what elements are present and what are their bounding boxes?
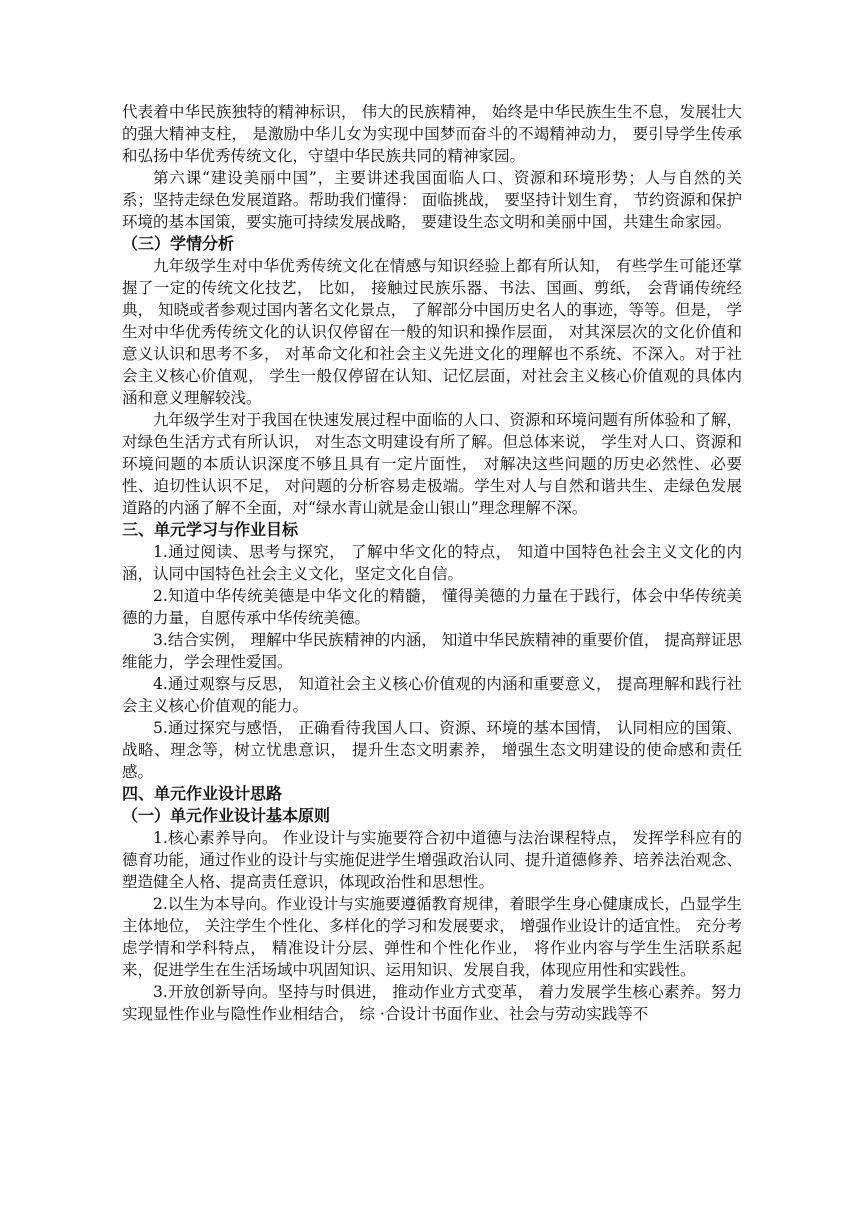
subsection-heading-basic-principles: （一）单元作业设计基本原则 — [122, 806, 331, 825]
section-heading-design-ideas: 四、单元作业设计思路 — [122, 784, 283, 803]
goal-item-4: 4.通过观察与反思， 知道社会主义核心价值观的内涵和重要意义， 提高理解和践行社会主义核心价值观的能力。 — [122, 675, 742, 715]
goal-item-3: 3.结合实例， 理解中华民族精神的内涵， 知道中华民族精神的重要价值， 提高辩证思维能力，学会理性爱国。 — [122, 631, 742, 671]
principle-item-3: 3.开放创新导向。坚持与时俱进， 推动作业方式变革， 着力发展学生核心素养。努力实现显性作业与隐性作业相结合， 综 ·合设计书面作业、社会与劳动实践等不 — [122, 983, 742, 1023]
goal-item-1: 1.通过阅读、思考与探究， 了解中华文化的特点， 知道中国特色社会主义文化的内涵，认同中国特色社会主义文化，坚定文化自信。 — [122, 543, 742, 583]
document-page — [122, 101, 742, 1025]
section-heading-student-analysis: （三）学情分析 — [122, 234, 235, 253]
paragraph-intro-continuation: 代表着中华民族独特的精神标识， 伟大的民族精神， 始终是中华民族生生不息，发展壮大的强大精神支柱， 是激励中华儿女为实现中国梦而奋斗的不竭精神动力， 要引导学生传承和弘扬中华优秀传统文化，守望中华民族共同的精神家园。 — [122, 103, 742, 165]
goal-item-2: 2.知道中华传统美德是中华文化的精髓， 懂得美德的力量在于践行，体会中华传统美德的力量，自愿传承中华传统美德。 — [122, 587, 742, 627]
section-heading-unit-goals: 三、单元学习与作业目标 — [122, 520, 299, 539]
principle-item-2: 2.以生为本导向。作业设计与实施要遵循教育规律，着眼学生身心健康成长，凸显学生主体地位， 关注学生个性化、多样化的学习和发展要求， 增强作业设计的适宜性。 充分考虑学情和学科特点， 精准设计分层、弹性和个性化作业， 将作业内容与学生生活联系起来，促进学生在生活场域中巩固知识、运用知识、发展自我，体现应用性和实践性。 — [122, 895, 742, 979]
paragraph-student-analysis-environment: 九年级学生对于我国在快速发展过程中面临的人口、资源和环境问题有所体验和了解， 对绿色生活方式有所认识， 对生态文明建设有所了解。但总体来说， 学生对人口、资源和环境问题的本质认识深度不够且具有一定片面性， 对解决这些问题的历史必然性、必要性、迫切性认识不足， 对问题的分析容易走极端。学生对人与自然和谐共生、走绿色发展道路的内涵了解不全面，对“绿水青山就是金山银山”理念理解不深。 — [122, 411, 743, 517]
paragraph-student-analysis-culture: 九年级学生对中华优秀传统文化在情感与知识经验上都有所认知， 有些学生可能还掌握了一定的传统文化技艺， 比如， 接触过民族乐器、书法、国画、剪纸， 会背诵传统经典， 知晓或者参观过国内著名文化景点， 了解部分中国历史名人的事迹，等等。但是， 学生对中华优秀传统文化的认识仅停留在一般的知识和操作层面， 对其深层次的文化价值和意义认识和思考不多， 对革命文化和社会主义先进文化的理解也不系统、不深入。对于社会主义核心价值观， 学生一般仅停留在认知、记忆层面，对社会主义核心价值观的具体内涵和意义理解较浅。 — [122, 257, 742, 407]
paragraph-lesson-six: 第六课“建设美丽中国”，主要讲述我国面临人口、资源和环境形势；人与自然的关系；坚持走绿色发展道路。帮助我们懂得： 面临挑战， 要坚持计划生育， 节约资源和保护环境的基本国策，要实施可持续发展战略， 要建设生态文明和美丽中国，共建生命家园。 — [122, 169, 742, 231]
goal-item-5: 5.通过探究与感悟， 正确看待我国人口、资源、环境的基本国情， 认同相应的国策、战略、理念等，树立忧患意识， 提升生态文明素养， 增强生态文明建设的使命感和责任感。 — [122, 719, 742, 781]
principle-item-1: 1.核心素养导向。 作业设计与实施要符合初中道德与法治课程特点， 发挥学科应有的德育功能，通过作业的设计与实施促进学生增强政治认同、提升道德修养、培养法治观念、塑造健全人格、提高责任意识，体现政治性和思想性。 — [122, 829, 743, 891]
